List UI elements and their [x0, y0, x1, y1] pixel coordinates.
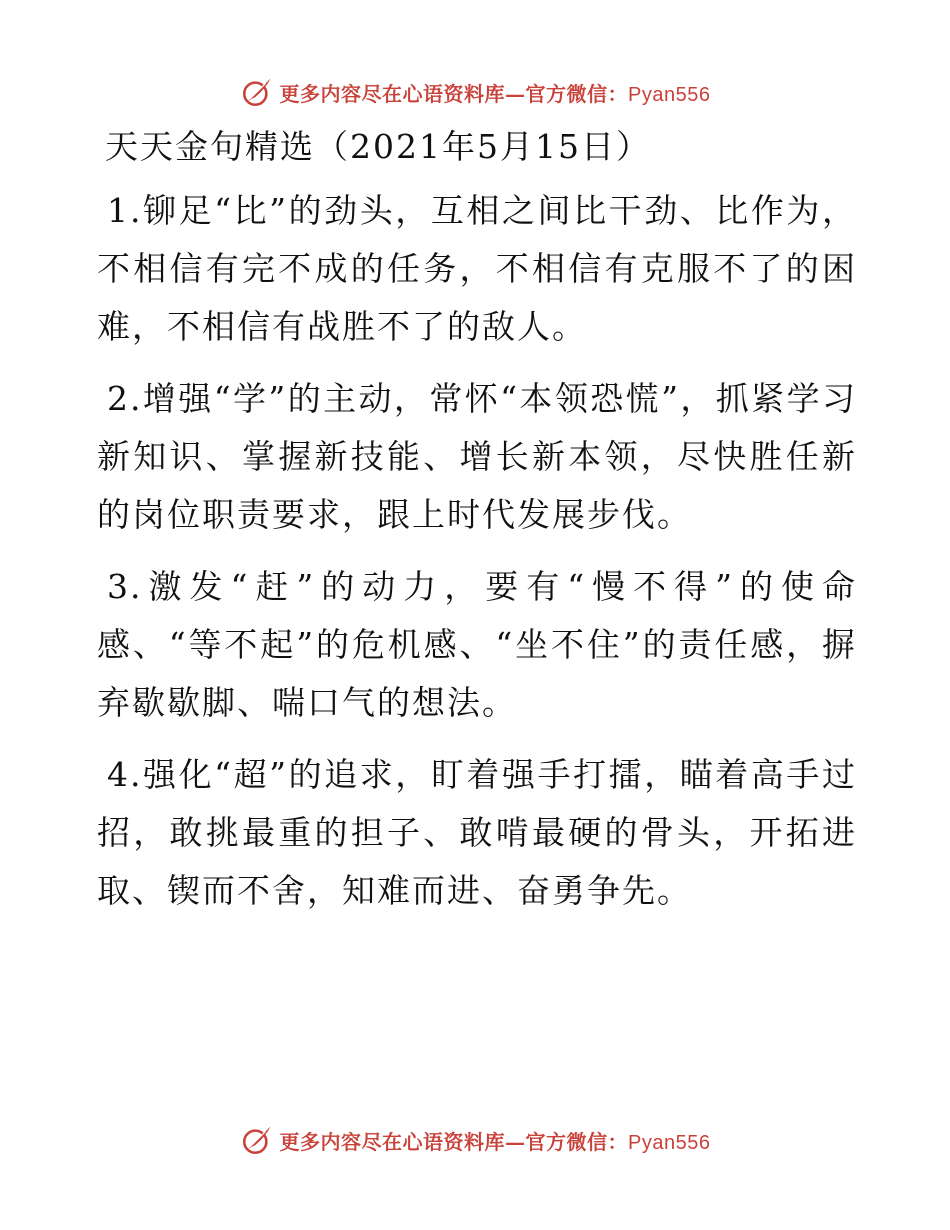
header-watermark [0, 72, 950, 112]
paragraph-2: 2.增强“学”的主动，常怀“本领恐慌”，抓紧学习新知识、掌握新技能、增长新本领，尽快胜任新的岗位职责要求，跟上时代发展步伐。 [97, 379, 857, 534]
paragraph-3: 3.激发“赶”的动力，要有“慢不得”的使命感、“等不起”的危机感、“坐不住”的责任感，摒弃歇歇脚、喘口气的想法。 [97, 567, 857, 722]
footer-watermark [0, 1120, 950, 1160]
watermark-text: 更多内容尽在心语资料库—官方微信： [279, 1129, 629, 1154]
paragraph-1: 1.铆足“比”的劲头，互相之间比干劲、比作为，不相信有完不成的任务，不相信有克服不了的困难，不相信有战胜不了的敌人。 [97, 191, 857, 346]
paragraph-4: 4.强化“超”的追求，盯着强手打擂，瞄着高手过招，敢挑最重的担子、敢啃最硬的骨头，开拓进取、锲而不舍，知难而进、奋勇争先。 [97, 755, 857, 910]
document-title: 天天金句精选（2021年5月15日） [105, 127, 651, 166]
watermark-handle: Pyan556 [628, 83, 711, 106]
document-body [97, 118, 857, 934]
feather-pen-logo-icon [240, 1123, 274, 1157]
watermark-text: 更多内容尽在心语资料库—官方微信： [279, 81, 629, 106]
feather-pen-logo-icon [240, 75, 274, 109]
watermark-handle: Pyan556 [628, 1131, 711, 1154]
